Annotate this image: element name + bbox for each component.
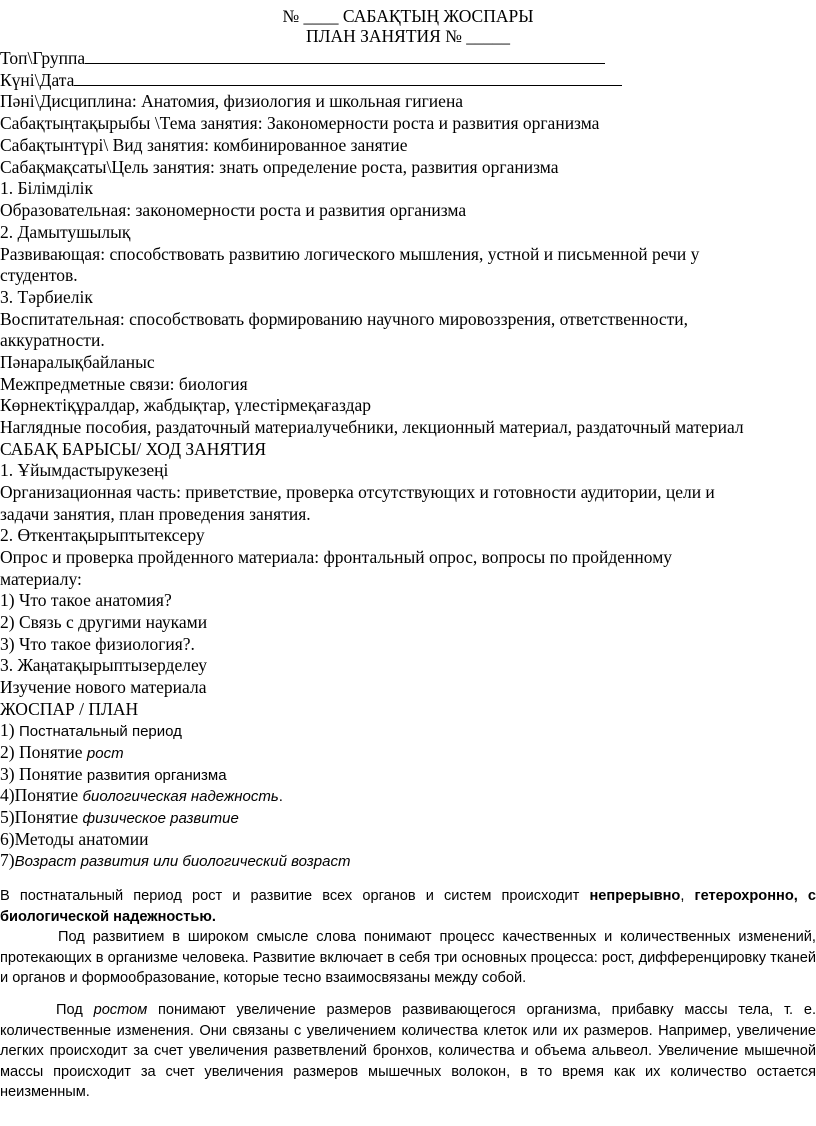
visual-aids-kz: Көрнектіқұралдар, жабдықтар, үлестірмеқағаздар <box>0 395 372 415</box>
paragraph-development: Под развитием в широком смысле слова понимают процесс качественных и количественных изменений, протекающих в организме человека. Развитие включает в себя три основных процесса: рост, дифференцировку тканей и органов и формообразование, которые тесно взаимосвязаны между собой. <box>0 929 816 986</box>
lesson-goal-line: Сабақмақсаты\Цель занятия: знать определение роста, развития организма <box>0 157 559 177</box>
paragraph-postnatal-c: , <box>680 888 695 904</box>
plan-item-5-text: физическое развитие <box>82 810 239 827</box>
lesson-plan-title-kz: № ____ САБАҚТЫҢ ЖОСПАРЫ <box>282 6 534 26</box>
interdisciplinary-kz: Пәнаралықбайланыс <box>0 352 155 372</box>
plan-item-4-text: биологическая надежность <box>82 788 279 805</box>
lesson-type-line: Сабақтынтүрі\ Вид занятия: комбинированное занятие <box>0 135 408 155</box>
discipline-line: Пәні\Дисциплина: Анатомия, физиология и школьная гигиена <box>0 91 464 111</box>
plan-item-4 <box>0 785 283 807</box>
plan-item-7-text: Возраст развития или биологический возраст <box>14 853 351 870</box>
plan-item-1-num: 1) <box>0 720 19 740</box>
goal-2-text: Развивающая: способствовать развитию логического мышления, устной и письменной речи у <box>0 244 700 264</box>
plan-item-6: 6)Методы анатомии <box>0 829 149 849</box>
plan-item-3-text: развития организма <box>86 767 227 784</box>
paragraph-growth <box>0 1000 816 1103</box>
stage-1-heading: 1. Ұйымдастырукезеңі <box>0 460 169 480</box>
stage-2-heading: 2. Өткентақырыптытексеру <box>0 525 205 545</box>
paragraph-postnatal-b: непрерывно <box>589 888 681 904</box>
group-field <box>0 48 605 68</box>
goal-3-text: Воспитательная: способствовать формированию научного мировоззрения, ответственности, <box>0 309 689 329</box>
stage-1-text-cont: задачи занятия, план проведения занятия. <box>0 504 311 524</box>
question-3: 3) Что такое физиология?. <box>0 634 195 654</box>
plan-item-7-num: 7) <box>0 850 15 870</box>
stage-3-text: Изучение нового материала <box>0 677 207 697</box>
stage-3-heading: 3. Жаңатақырыптызерделеу <box>0 655 208 675</box>
paragraph-postnatal-d: гетерохронно, с биологической надежностью. <box>0 888 816 925</box>
stage-2-text: Опрос и проверка пройденного материала: фронтальный опрос, вопросы по пройденному <box>0 547 673 567</box>
lesson-plan-title-ru: ПЛАН ЗАНЯТИЯ № _____ <box>305 26 511 46</box>
topic-line: Сабақтыңтақырыбы \Тема занятия: Закономерности роста и развития организма <box>0 113 600 133</box>
date-label: Күні\Дата <box>0 70 75 90</box>
goal-1-heading: 1. Білімділік <box>0 178 93 198</box>
goal-3-heading: 3. Тәрбиелік <box>0 287 93 307</box>
goal-1-text: Образовательная: закономерности роста и развития организма <box>0 200 467 220</box>
plan-item-2-text: рост <box>86 745 124 762</box>
plan-item-3 <box>0 764 227 786</box>
question-2: 2) Связь с другими науками <box>0 612 208 632</box>
plan-heading: ЖОСПАР / ПЛАН <box>0 699 139 719</box>
goal-2-heading: 2. Дамытушылық <box>0 222 131 242</box>
plan-item-3-num: 3) Понятие <box>0 764 87 784</box>
plan-item-5 <box>0 807 239 829</box>
interdisciplinary-ru: Межпредметные связи: биология <box>0 374 248 394</box>
plan-item-5-num: 5)Понятие <box>0 807 83 827</box>
paragraph-growth-c: понимают увеличение размеров развивающегося организма, прибавку массы тела, т. е. количественные изменения. Они связаны с увеличением количества клеток или их размеров. Например, увеличение легких происходит за счет увеличения разветвлений бронхов, количества и объема альвеол. Увеличение мышечной массы происходит за счет увеличения размеров мышечных волокон, в то время как их количество остается неизменным. <box>0 1002 816 1100</box>
plan-item-1 <box>0 720 182 742</box>
date-blank <box>74 70 622 86</box>
group-blank <box>85 48 605 64</box>
goal-3-text-cont: аккуратности. <box>0 330 105 350</box>
question-1: 1) Что такое анатомия? <box>0 590 172 610</box>
visual-aids-ru: Наглядные пособия, раздаточный материалучебники, лекционный материал, раздаточный материал <box>0 417 744 437</box>
plan-item-7 <box>0 850 350 872</box>
plan-item-2 <box>0 742 124 764</box>
course-heading: САБАҚ БАРЫСЫ/ ХОД ЗАНЯТИЯ <box>0 439 267 459</box>
stage-1-text: Организационная часть: приветствие, проверка отсутствующих и готовности аудитории, цели и <box>0 482 715 502</box>
paragraph-postnatal-a: В постнатальный период рост и развитие всех органов и систем происходит <box>0 888 590 904</box>
goal-2-text-cont: студентов. <box>0 265 78 285</box>
plan-item-2-num: 2) Понятие <box>0 742 87 762</box>
stage-2-text-cont: материалу: <box>0 569 82 589</box>
plan-item-4-num: 4)Понятие <box>0 785 83 805</box>
paragraph-growth-a: Под <box>56 1002 94 1018</box>
plan-item-1-text: Постнатальный период <box>18 723 182 740</box>
date-field <box>0 70 622 90</box>
plan-item-4-end: . <box>278 788 283 805</box>
paragraph-postnatal <box>0 886 816 927</box>
group-label: Топ\Группа <box>0 48 86 68</box>
paragraph-growth-b: ростом <box>93 1002 148 1018</box>
